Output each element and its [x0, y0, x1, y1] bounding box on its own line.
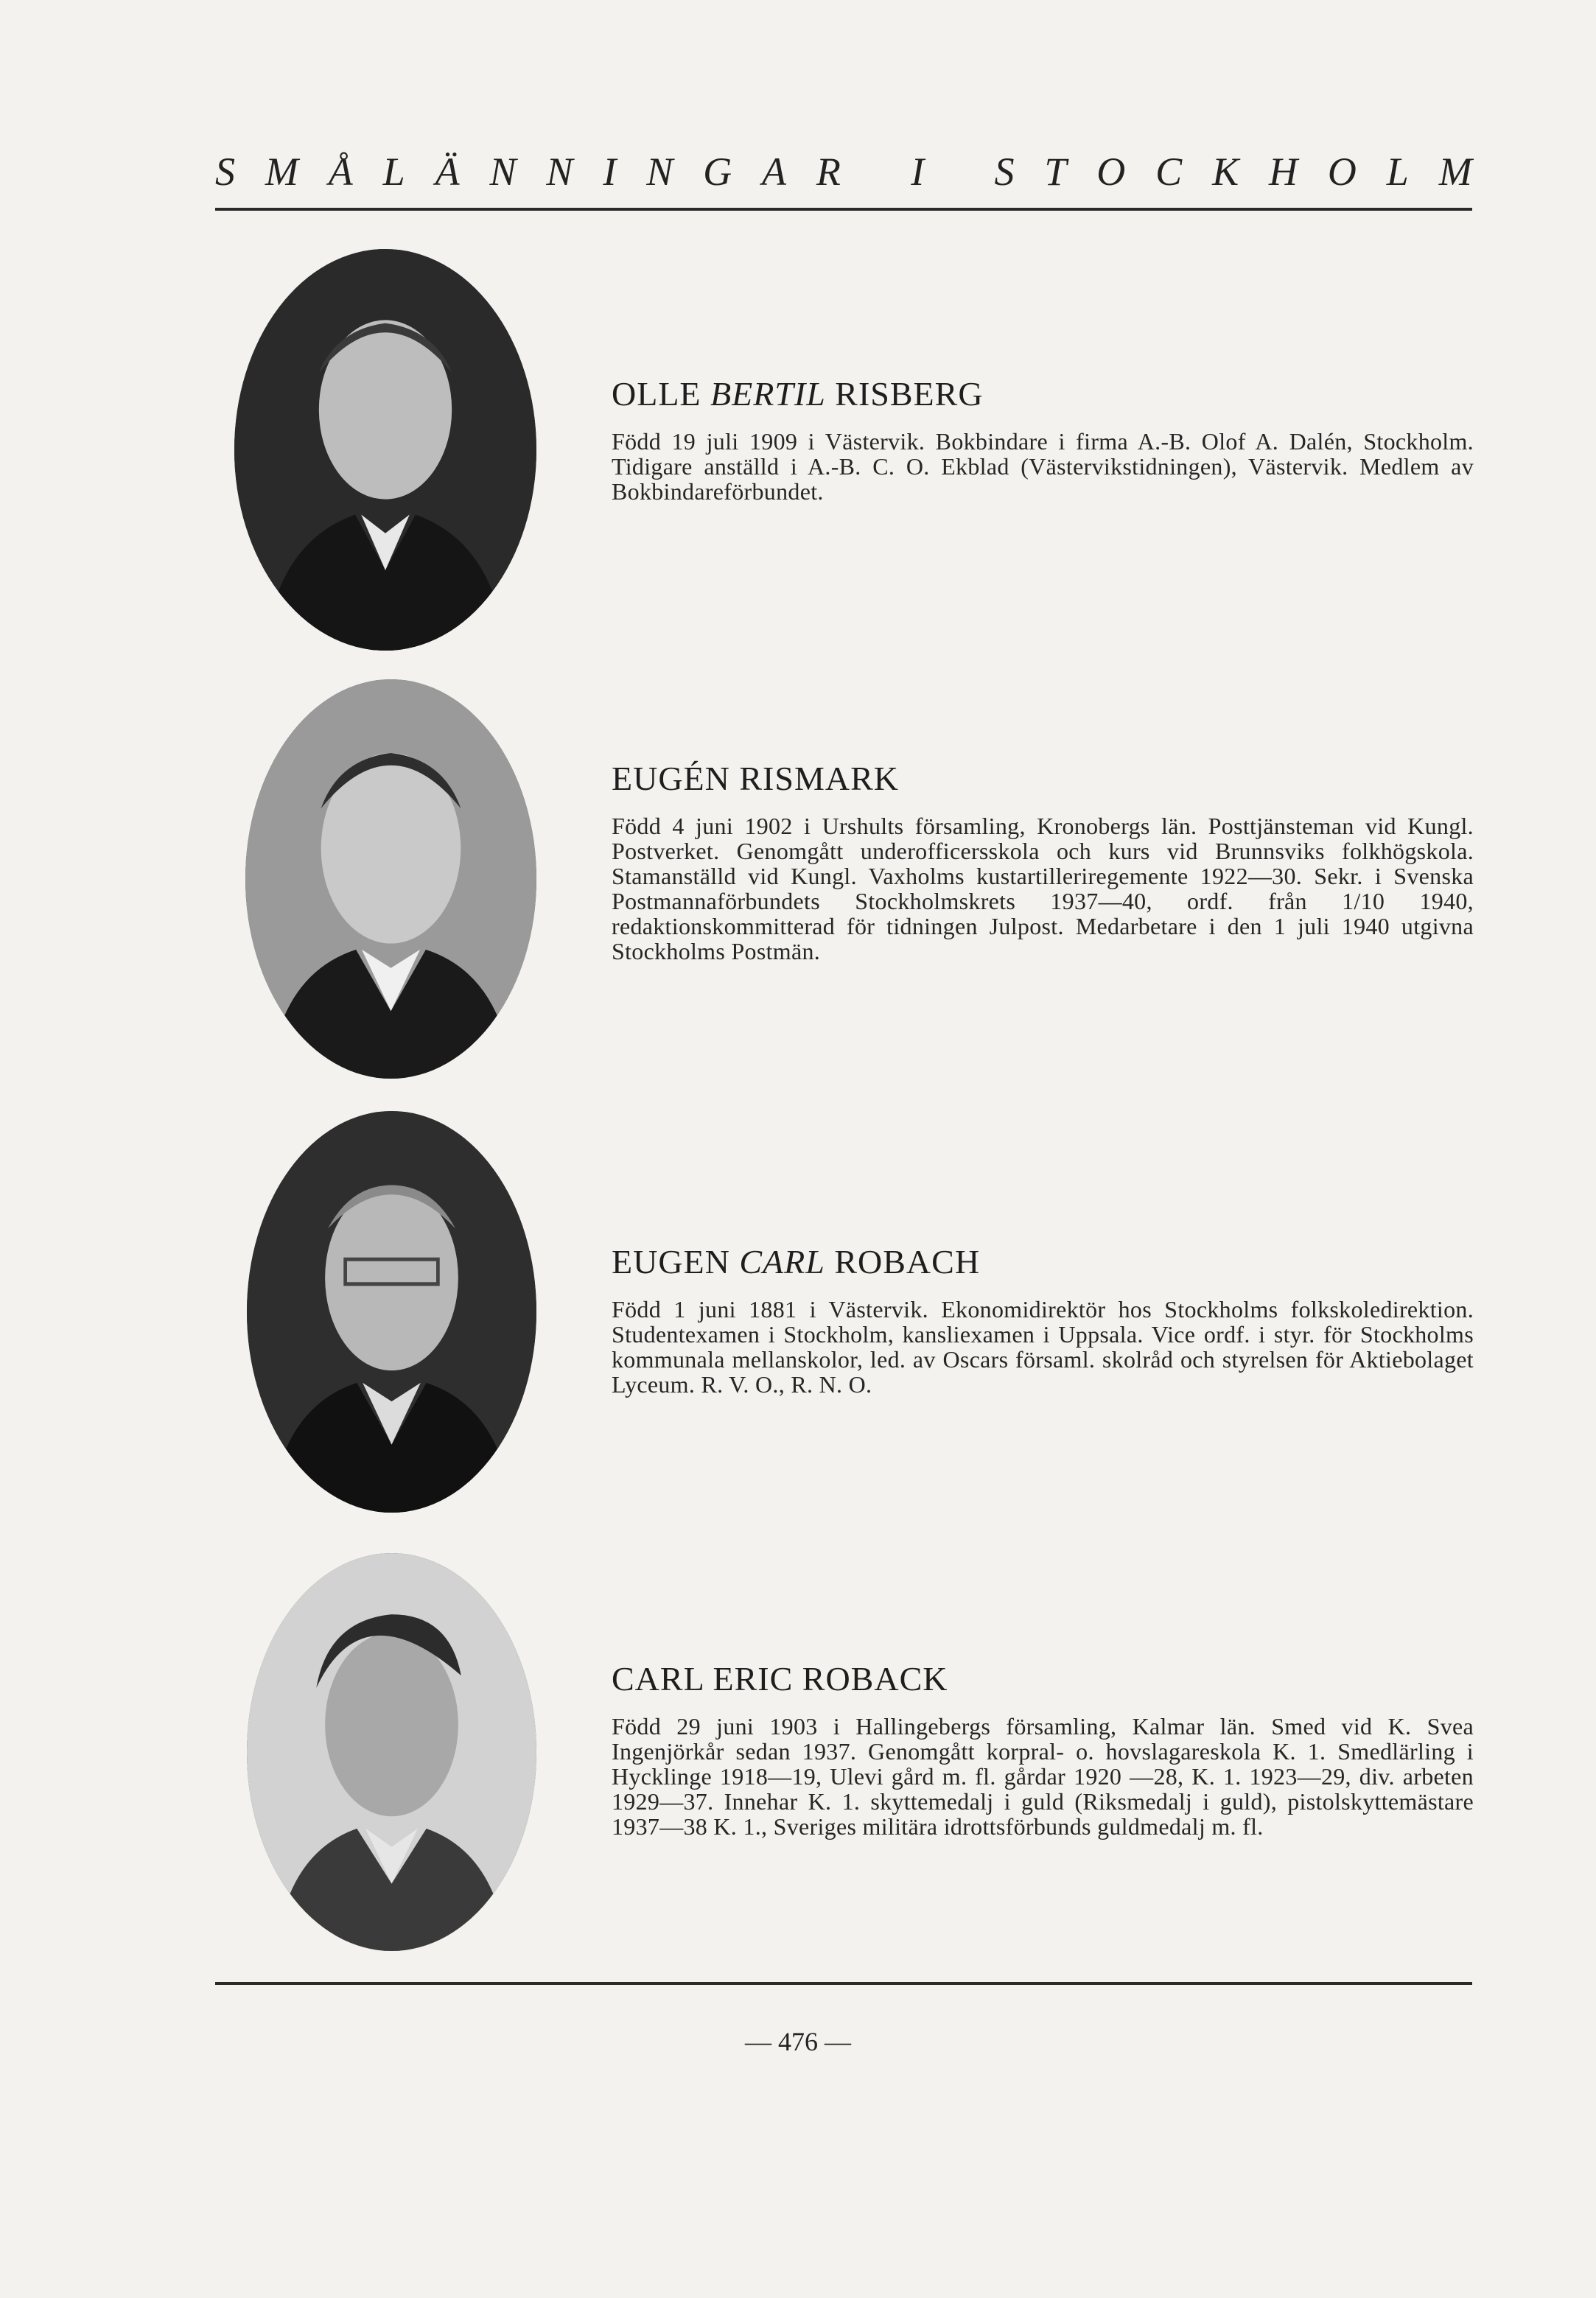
running-title-letter: I [911, 150, 925, 194]
running-title-letter: A [762, 150, 787, 194]
running-title-letter: C [1155, 150, 1183, 194]
person-name: OLLE BERTIL RISBERG [612, 375, 984, 413]
running-title-letter: O [1096, 150, 1126, 194]
running-title-letter: I [603, 150, 617, 194]
running-title-letter: T [1044, 150, 1067, 194]
running-title-letter: Ä [435, 150, 460, 194]
running-title-letter: S [215, 150, 235, 194]
running-title-letter: N [489, 150, 517, 194]
running-title-letter: K [1212, 150, 1239, 194]
running-title-letter: G [703, 150, 732, 194]
person-name: CARL ERIC ROBACK [612, 1660, 948, 1698]
running-title-letter: N [546, 150, 573, 194]
running-title-letter: R [816, 150, 841, 194]
footer-rule [215, 1982, 1472, 1985]
portrait-photo [234, 249, 536, 651]
running-title-letter: N [646, 150, 673, 194]
running-title-letter [871, 149, 881, 195]
portrait-photo [247, 1111, 536, 1513]
running-title-letter [954, 149, 965, 195]
portrait-photo [245, 679, 536, 1079]
page-number: — 476 — [745, 2027, 851, 2056]
person-name: EUGÉN RISMARK [612, 760, 899, 797]
running-title-letter: S [994, 150, 1015, 194]
biography-text: Född 1 juni 1881 i Västervik. Ekonomidirektör hos Stockholms folkskoledirektion. Studentexamen i Stockholm, kansliexamen i Uppsala. Vice ordf. i styr. för Stockholms kommunala mellanskolor, led. av Oscars församl. skolråd och styrelsen för Aktiebolaget Lyceum. R. V. O., R. N. O. [612, 1296, 1474, 1398]
person-name: EUGEN CARL ROBACH [612, 1243, 981, 1281]
running-title-letter: L [1386, 150, 1409, 194]
header-rule [215, 208, 1472, 211]
running-title [215, 149, 1472, 195]
running-title-letter: L [382, 150, 405, 194]
portrait-photo [247, 1553, 536, 1951]
biography-text: Född 4 juni 1902 i Urshults församling, Kronobergs län. Posttjänsteman vid Kungl. Postverket. Genomgått underofficersskola och kurs vid Brunnsviks folkhögskola. Stamanställd vid Kungl. Vaxholms kustartilleriregemente 1922—30. Sekr. i Svenska Postmannaförbundets Stockholmskrets 1937—40, ordf. från 1/10 1940, redaktionskommitterad för tidningen Julpost. Medarbetare i den 1 juli 1940 utgivna Stockholms Postmän. [612, 813, 1474, 964]
running-title-letter: M [265, 150, 298, 194]
running-title-letter: Å [328, 150, 353, 194]
running-title-letter: H [1269, 150, 1298, 194]
biography-text: Född 29 juni 1903 i Hallingebergs församling, Kalmar län. Smed vid K. Svea Ingenjörkår sedan 1937. Genomgått korpral- o. hovslagareskola K. 1. Smedlärling i Hycklinge 1918—19, Ulevi gård m. fl. gårdar 1920 —28, K. 1. 1923—29, div. arbeten 1929—37. Innehar K. 1. skyttemedalj i guld (Riksmedalj i guld), pistolskyttemästare 1937—38 K. 1., Sveriges militära idrottsförbunds guldmedalj m. fl. [612, 1713, 1474, 1840]
running-title-letter: O [1327, 150, 1357, 194]
biography-text: Född 19 juli 1909 i Västervik. Bokbindare i firma A.-B. Olof A. Dalén, Stockholm. Tidigare anställd i A.-B. C. O. Ekblad (Västervikstidningen), Västervik. Medlem av Bokbindareförbundet. [612, 428, 1474, 505]
running-title-letter: M [1438, 150, 1472, 194]
